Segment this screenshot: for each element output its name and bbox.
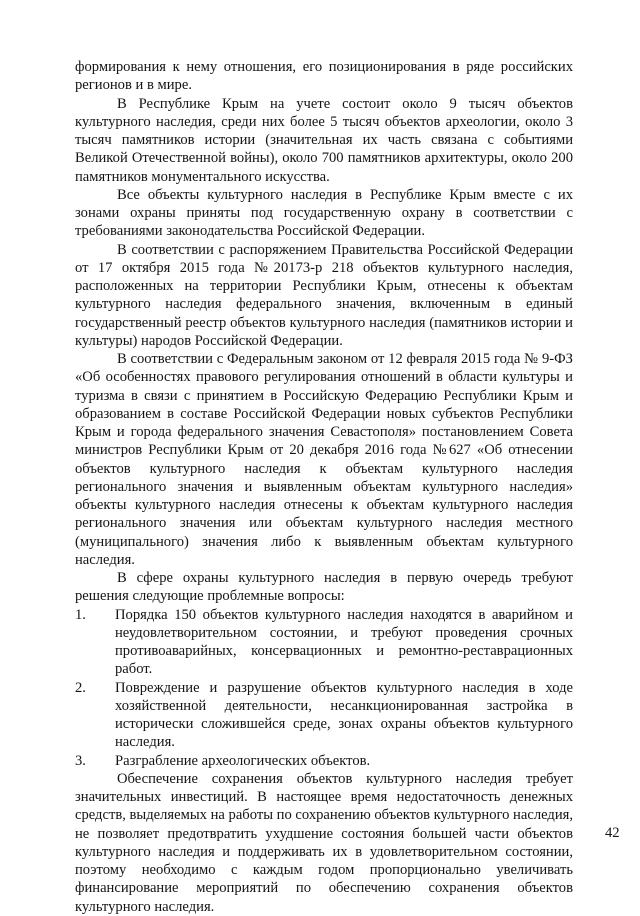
list-item-number: 1. (75, 606, 86, 623)
list-item-number: 3. (75, 752, 86, 769)
paragraph-funding: Обеспечение сохранения объектов культурного наследия требует значительных инвестиций. В настоящее время недостаточность денежных средств, выделяемых на работы по сохранению объектов культурного наследия, не позволяет предотвратить ухудшение состояния большей части объектов культурного наследия и поддерживать их в удовлетворительном состоянии, поэтому необходимо с каждым годом пропорционально увеличивать финансирование мероприятий по обеспечению сохранения объектов культурного наследия. (75, 770, 573, 915)
list-item-text: Повреждение и разрушение объектов культурного наследия в ходе хозяйственной деятельности, несанкционированная застройка в исторически сложившейся среде, зонах охраны объектов культурного наследия. (115, 679, 573, 751)
list-item-text: Разграбление археологических объектов. (115, 752, 371, 769)
paragraph-state-protection: Все объекты культурного наследия в Республике Крым вместе с их зонами охраны приняты под государственную охрану в соответствии с требованиями законодательства Российской Федерации. (75, 186, 573, 240)
paragraph-problem-intro: В сфере охраны культурного наследия в первую очередь требуют решения следующие проблемные вопросы: (75, 570, 573, 605)
page-number: 42 (605, 825, 620, 841)
paragraph-federal-law: В соответствии с Федеральным законом от 12 февраля 2015 года № 9-ФЗ «Об особенностях правового регулирования отношений в области культуры и туризма в связи с принятием в Российскую Федерацию Республики Крым и образованием в составе Российской Федерации новых субъектов Республики Крым и города федерального значения Севастополя» постановлением Совета министров Республики Крым от 20 декабря 2016 года №627 «Об отнесении объектов культурного наследия к объектам культурного наследия регионального значения и выявленным объектам культурного наследия» объекты культурного наследия отнесены к объектам культурного наследия регионального значения или объектам культурного наследия местного (муниципального) значения либо к выявленным объектам культурного наследия. (75, 351, 573, 568)
paragraph-government-order: В соответствии с распоряжением Правительства Российской Федерации от 17 октября 2015 года №20173-р 218 объектов культурного наследия, расположенных на территории Республики Крым, отнесены к объектам культурного наследия федерального значения, включенным в единый государственный реестр объектов культурного наследия (памятников истории и культуры) народов Российской Федерации. (75, 241, 573, 349)
list-item (75, 606, 573, 679)
list-item (75, 752, 573, 770)
list-item-text: Порядка 150 объектов культурного наследия находятся в аварийном и неудовлетворительном состоянии, и требуют проведения срочных противоаварийных, консервационных и ремонтно-реставрационных работ. (115, 606, 573, 678)
list-item (75, 679, 573, 752)
list-item-number: 2. (75, 679, 86, 696)
paragraph-objects-count: В Республике Крым на учете состоит около 9 тысяч объектов культурного наследия, среди них более 5 тысяч объектов археологии, около 3 тысяч памятников истории (значительная их часть связана с событиями Великой Отечественной войны), около 700 памятников архитектуры, около 200 памятников монументального искусства. (75, 95, 573, 185)
document-body (75, 58, 573, 916)
paragraph-continuation: формирования к нему отношения, его позиционирования в ряде российских регионов и в мире. (75, 59, 573, 94)
